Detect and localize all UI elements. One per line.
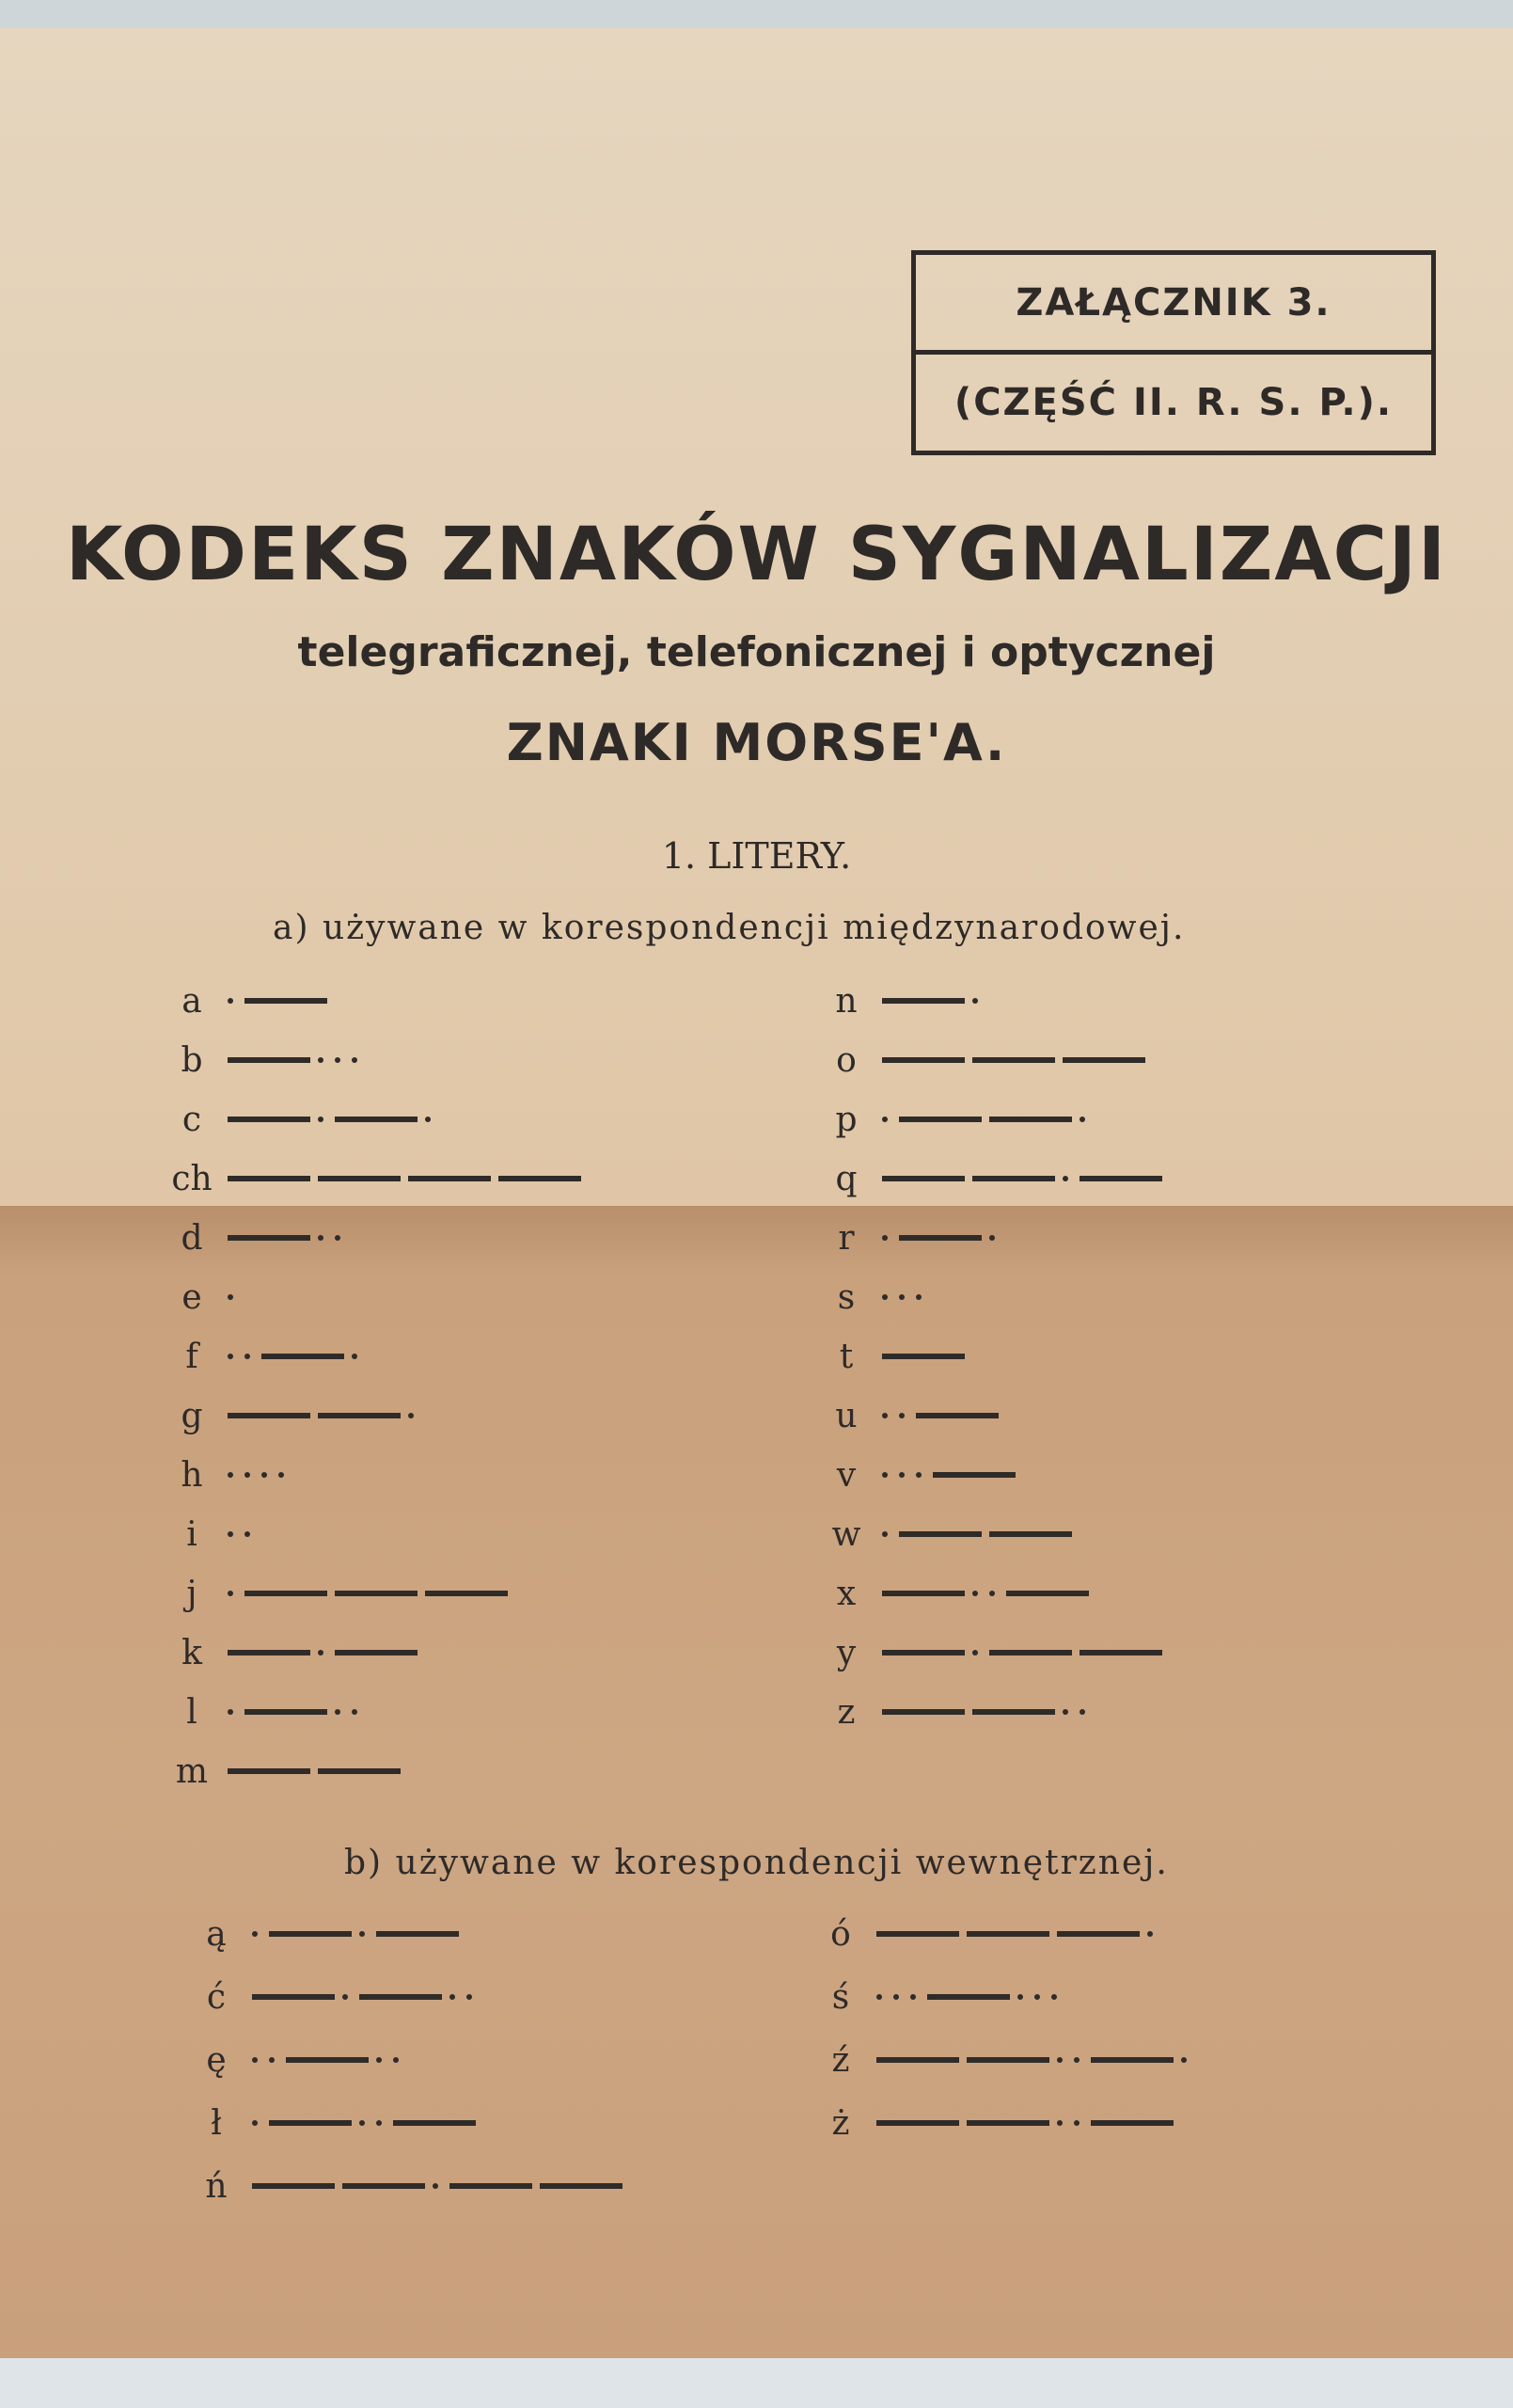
dash-mark	[228, 1176, 310, 1181]
morse-entry-v	[820, 1451, 1023, 1498]
dot-mark	[342, 1994, 348, 2000]
dash-mark	[1057, 1931, 1140, 1937]
dash-mark	[228, 1057, 310, 1063]
morse-entry-k	[165, 1629, 425, 1676]
dot-mark	[318, 1117, 323, 1122]
paper-upper-half	[0, 28, 1513, 1206]
morse-letter: n	[835, 981, 858, 1021]
dash-mark	[967, 2120, 1049, 2126]
dot-mark	[228, 1709, 233, 1715]
morse-code	[882, 1117, 1096, 1122]
dot-mark	[244, 1531, 250, 1537]
dash-mark	[933, 1472, 1016, 1478]
morse-letter: d	[181, 1218, 203, 1258]
morse-entry-t	[820, 1333, 972, 1380]
morse-entry-ó	[814, 1910, 1164, 1957]
morse-entry-ń	[190, 2162, 630, 2210]
dash-mark	[228, 1413, 310, 1418]
dot-mark	[318, 1235, 323, 1241]
dot-mark	[882, 1117, 888, 1122]
morse-letter: g	[181, 1396, 203, 1435]
dot-mark	[916, 1472, 922, 1478]
dash-mark	[228, 1235, 310, 1241]
attachment-box	[911, 250, 1436, 455]
morse-code	[228, 1650, 425, 1656]
dot-mark	[1080, 1117, 1085, 1122]
dash-mark	[989, 1531, 1072, 1537]
morse-code	[228, 1354, 369, 1359]
morse-code	[228, 998, 335, 1004]
dash-mark	[244, 1709, 327, 1715]
dash-mark	[228, 1650, 310, 1656]
morse-code	[228, 1057, 369, 1063]
morse-entry-g	[165, 1392, 425, 1439]
dash-mark	[916, 1413, 999, 1418]
attachment-number: ZAŁĄCZNIK 3.	[1016, 280, 1332, 325]
dash-mark	[449, 2183, 532, 2189]
dot-mark	[989, 1235, 995, 1241]
dash-mark	[318, 1768, 401, 1774]
morse-code	[252, 2120, 483, 2126]
morse-letter: b	[181, 1040, 203, 1080]
dot-mark	[352, 1354, 357, 1359]
dot-mark	[1017, 1994, 1023, 2000]
morse-code	[882, 1472, 1023, 1478]
morse-code	[252, 2183, 630, 2189]
morse-code	[228, 1176, 589, 1181]
morse-letter: t	[839, 1337, 854, 1376]
morse-entry-o	[820, 1037, 1153, 1084]
dot-mark	[882, 1531, 888, 1537]
morse-code	[252, 1931, 466, 1937]
morse-entry-p	[820, 1096, 1096, 1143]
international-heading: a) używane w korespondencji międzynarodowej.	[273, 909, 1186, 947]
dot-mark	[252, 2120, 258, 2126]
dot-mark	[376, 2057, 382, 2063]
dash-mark	[882, 998, 965, 1004]
morse-code	[882, 1354, 972, 1359]
dot-mark	[1063, 1709, 1068, 1715]
dash-mark	[899, 1531, 982, 1537]
dot-mark	[1057, 2120, 1063, 2126]
morse-letter: y	[836, 1633, 857, 1672]
morse-letter: q	[835, 1159, 858, 1198]
dash-mark	[269, 1931, 352, 1937]
morse-entry-ą	[190, 1910, 466, 1957]
morse-code	[882, 1413, 1006, 1418]
dash-mark	[252, 1994, 335, 2000]
dash-mark	[882, 1057, 965, 1063]
morse-letter: m	[175, 1751, 209, 1791]
dot-mark	[1057, 2057, 1063, 2063]
dot-mark	[252, 1931, 258, 1937]
morse-letter: ą	[206, 1914, 227, 1954]
morse-code	[252, 2057, 410, 2063]
morse-entry-s	[820, 1274, 933, 1321]
morse-entry-c	[165, 1096, 442, 1143]
morse-code	[228, 1768, 408, 1774]
dot-mark	[352, 1057, 357, 1063]
morse-code	[882, 998, 989, 1004]
morse-letter: a	[181, 981, 202, 1021]
dash-mark	[359, 1994, 442, 2000]
dash-mark	[899, 1235, 982, 1241]
attachment-part: (CZĘŚĆ II. R. S. P.).	[916, 350, 1431, 451]
document-subtitle-morse: ZNAKI MORSE'A.	[506, 713, 1007, 772]
dash-mark	[882, 1591, 965, 1596]
morse-letter: c	[181, 1100, 202, 1139]
morse-letter: h	[181, 1455, 203, 1495]
dash-mark	[244, 998, 327, 1004]
morse-entry-x	[820, 1570, 1096, 1617]
dash-mark	[498, 1176, 581, 1181]
dash-mark	[1080, 1176, 1162, 1181]
morse-entry-n	[820, 977, 989, 1024]
morse-entry-h	[165, 1451, 295, 1498]
morse-letter: ł	[211, 2103, 222, 2143]
dash-mark	[286, 2057, 369, 2063]
morse-letter: k	[181, 1633, 202, 1672]
dash-mark	[967, 2057, 1049, 2063]
dot-mark	[899, 1294, 905, 1300]
section-heading: 1. LITERY.	[661, 835, 852, 877]
dash-mark	[244, 1591, 327, 1596]
dot-mark	[899, 1413, 905, 1418]
morse-entry-z	[820, 1688, 1096, 1735]
morse-letter: i	[186, 1514, 197, 1554]
morse-entry-y	[820, 1629, 1170, 1676]
dot-mark	[393, 2057, 399, 2063]
dash-mark	[393, 2120, 476, 2126]
dot-mark	[1147, 1931, 1153, 1937]
morse-letter: e	[181, 1277, 202, 1317]
morse-letter: s	[837, 1277, 856, 1317]
morse-code	[228, 1591, 515, 1596]
morse-code	[228, 1117, 442, 1122]
dash-mark	[1063, 1057, 1145, 1063]
dot-mark	[408, 1413, 414, 1418]
morse-letter: ź	[831, 2040, 850, 2080]
domestic-heading: b) używane w korespondencji wewnętrznej.	[344, 1844, 1169, 1882]
morse-letter: o	[836, 1040, 857, 1080]
dash-mark	[882, 1709, 965, 1715]
dash-mark	[972, 1176, 1055, 1181]
dot-mark	[359, 1931, 365, 1937]
dash-mark	[899, 1117, 982, 1122]
dot-mark	[335, 1057, 340, 1063]
morse-letter: l	[186, 1692, 197, 1732]
dot-mark	[466, 1994, 472, 2000]
morse-entry-q	[820, 1155, 1170, 1202]
dash-mark	[252, 2183, 335, 2189]
dot-mark	[1074, 2120, 1080, 2126]
morse-entry-l	[165, 1688, 369, 1735]
dash-mark	[342, 2183, 425, 2189]
dot-mark	[1181, 2057, 1187, 2063]
morse-entry-m	[165, 1748, 408, 1795]
dot-mark	[972, 1650, 978, 1656]
dot-mark	[882, 1235, 888, 1241]
morse-code	[882, 1591, 1096, 1596]
dot-mark	[359, 2120, 365, 2126]
morse-letter: ó	[830, 1914, 851, 1954]
dash-mark	[425, 1591, 508, 1596]
dash-mark	[1006, 1591, 1089, 1596]
morse-letter: v	[836, 1455, 857, 1495]
morse-entry-u	[820, 1392, 1006, 1439]
morse-code	[882, 1057, 1153, 1063]
morse-letter: r	[838, 1218, 855, 1258]
morse-code	[876, 2057, 1198, 2063]
dot-mark	[252, 2057, 258, 2063]
document-subtitle: telegraficznej, telefonicznej i optycznej	[297, 628, 1216, 676]
morse-letter: u	[835, 1396, 858, 1435]
background-surface	[0, 2358, 1513, 2408]
dash-mark	[335, 1591, 418, 1596]
dot-mark	[1074, 2057, 1080, 2063]
morse-code	[228, 1294, 244, 1300]
dot-mark	[1063, 1176, 1068, 1181]
morse-code	[882, 1650, 1170, 1656]
morse-letter: p	[835, 1100, 858, 1139]
dash-mark	[967, 1931, 1049, 1937]
morse-letter: ń	[205, 2166, 228, 2206]
dot-mark	[261, 1472, 267, 1478]
dash-mark	[269, 2120, 352, 2126]
dot-mark	[228, 1591, 233, 1596]
morse-entry-w	[820, 1511, 1080, 1558]
dash-mark	[1091, 2120, 1174, 2126]
morse-letter: w	[831, 1514, 861, 1554]
dash-mark	[972, 1709, 1055, 1715]
dash-mark	[882, 1354, 965, 1359]
dot-mark	[318, 1057, 323, 1063]
dot-mark	[1051, 1994, 1057, 2000]
dash-mark	[882, 1176, 965, 1181]
dot-mark	[876, 1994, 882, 2000]
dot-mark	[882, 1413, 888, 1418]
dash-mark	[335, 1650, 418, 1656]
dot-mark	[449, 1994, 455, 2000]
dot-mark	[433, 2183, 438, 2189]
morse-code	[228, 1235, 352, 1241]
morse-letter: ć	[206, 1977, 227, 2017]
dot-mark	[972, 998, 978, 1004]
morse-entry-i	[165, 1511, 261, 1558]
morse-letter: ę	[206, 2040, 227, 2080]
dot-mark	[335, 1709, 340, 1715]
morse-letter: j	[186, 1574, 197, 1613]
morse-entry-j	[165, 1570, 515, 1617]
dot-mark	[335, 1235, 340, 1241]
morse-entry-ł	[190, 2099, 483, 2147]
morse-entry-ś	[814, 1973, 1068, 2020]
morse-entry-ć	[190, 1973, 483, 2020]
dash-mark	[228, 1117, 310, 1122]
morse-code	[882, 1176, 1170, 1181]
dot-mark	[352, 1709, 357, 1715]
dot-mark	[228, 998, 233, 1004]
dash-mark	[335, 1117, 418, 1122]
dot-mark	[228, 1354, 233, 1359]
morse-entry-r	[820, 1214, 1006, 1261]
dash-mark	[318, 1413, 401, 1418]
dot-mark	[882, 1294, 888, 1300]
dash-mark	[989, 1117, 1072, 1122]
dot-mark	[916, 1294, 922, 1300]
document-title: KODEKS ZNAKÓW SYGNALIZACJI	[66, 513, 1447, 597]
morse-entry-d	[165, 1214, 352, 1261]
dash-mark	[876, 2120, 959, 2126]
morse-code	[882, 1294, 933, 1300]
morse-letter: x	[836, 1574, 857, 1613]
morse-code	[876, 1994, 1068, 2000]
dot-mark	[269, 2057, 275, 2063]
dot-mark	[278, 1472, 284, 1478]
dot-mark	[910, 1994, 916, 2000]
morse-entry-f	[165, 1333, 369, 1380]
morse-code	[228, 1472, 295, 1478]
dash-mark	[318, 1176, 401, 1181]
dot-mark	[228, 1472, 233, 1478]
dot-mark	[228, 1531, 233, 1537]
morse-entry-b	[165, 1037, 369, 1084]
morse-letter: ż	[831, 2103, 850, 2143]
dash-mark	[876, 1931, 959, 1937]
morse-code	[252, 1994, 483, 2000]
dot-mark	[318, 1650, 323, 1656]
dash-mark	[989, 1650, 1072, 1656]
dash-mark	[408, 1176, 491, 1181]
morse-entry-ch	[165, 1155, 589, 1202]
dot-mark	[882, 1472, 888, 1478]
morse-entry-e	[165, 1274, 244, 1321]
dash-mark	[228, 1768, 310, 1774]
dash-mark	[1091, 2057, 1174, 2063]
morse-code	[882, 1531, 1080, 1537]
morse-entry-ź	[814, 2036, 1198, 2083]
dash-mark	[376, 1931, 459, 1937]
dot-mark	[893, 1994, 899, 2000]
dash-mark	[1080, 1650, 1162, 1656]
morse-letter: ś	[831, 1977, 850, 2017]
dot-mark	[425, 1117, 431, 1122]
dot-mark	[244, 1472, 250, 1478]
dot-mark	[376, 2120, 382, 2126]
dash-mark	[927, 1994, 1010, 2000]
morse-entry-a	[165, 977, 335, 1024]
morse-code	[228, 1531, 261, 1537]
morse-code	[228, 1413, 425, 1418]
dot-mark	[899, 1472, 905, 1478]
dot-mark	[228, 1294, 233, 1300]
dash-mark	[261, 1354, 344, 1359]
dot-mark	[972, 1591, 978, 1596]
morse-code	[882, 1235, 1006, 1241]
dot-mark	[1034, 1994, 1040, 2000]
morse-letter: f	[185, 1337, 198, 1376]
dot-mark	[1080, 1709, 1085, 1715]
dot-mark	[989, 1591, 995, 1596]
dash-mark	[882, 1650, 965, 1656]
morse-letter: z	[837, 1692, 856, 1732]
dash-mark	[540, 2183, 623, 2189]
dash-mark	[876, 2057, 959, 2063]
dot-mark	[244, 1354, 250, 1359]
morse-code	[882, 1709, 1096, 1715]
morse-entry-ż	[814, 2099, 1181, 2147]
morse-code	[876, 1931, 1164, 1937]
dash-mark	[972, 1057, 1055, 1063]
morse-code	[876, 2120, 1181, 2126]
morse-entry-ę	[190, 2036, 410, 2083]
morse-code	[228, 1709, 369, 1715]
morse-letter: ch	[171, 1159, 213, 1198]
